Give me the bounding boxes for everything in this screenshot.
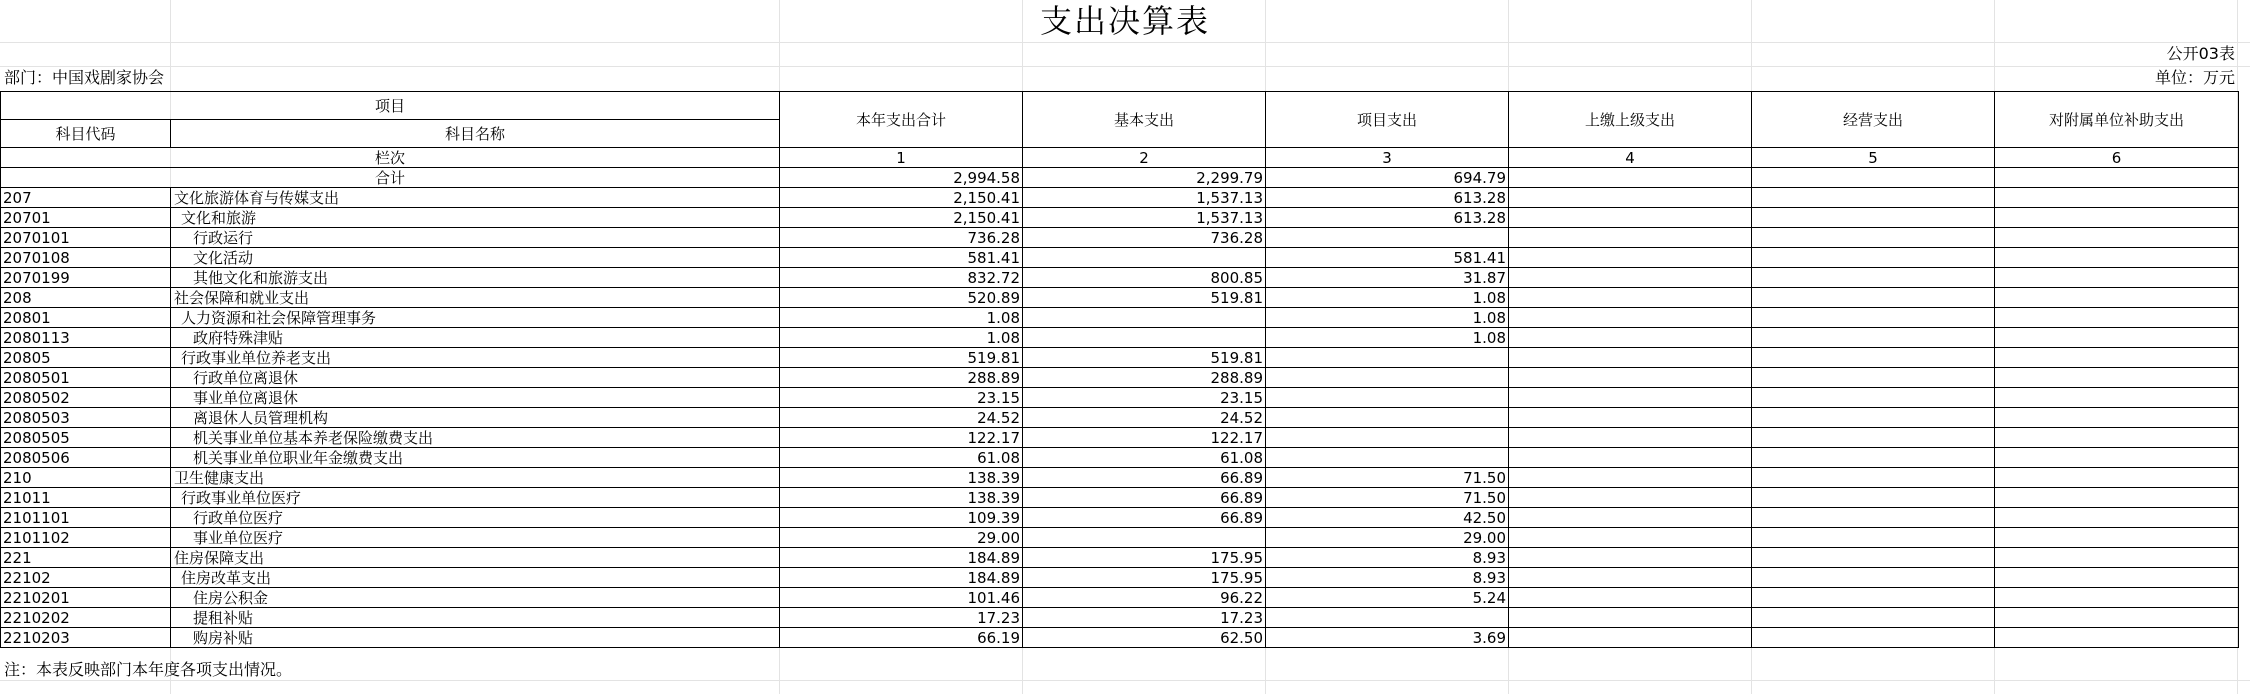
- row-project: [1266, 408, 1509, 428]
- table-row: [1, 208, 2239, 228]
- header-col-basic: 基本支出: [1023, 92, 1266, 148]
- row-code: 2080502: [1, 388, 171, 408]
- row-code: 2101102: [1, 528, 171, 548]
- row-basic: 17.23: [1023, 608, 1266, 628]
- row-business: [1752, 228, 1995, 248]
- department-label: 部门：: [4, 68, 53, 87]
- form-code: 公开03表: [2166, 44, 2235, 63]
- row-basic: 800.85: [1023, 268, 1266, 288]
- row-total: 1.08: [780, 328, 1023, 348]
- row-subsidiary: [1995, 248, 2239, 268]
- header-col-business: 经营支出: [1752, 92, 1995, 148]
- header-row: [1, 92, 2239, 120]
- table-row: [1, 508, 2239, 528]
- row-code: 20801: [1, 308, 171, 328]
- row-upper: [1509, 248, 1752, 268]
- row-subsidiary: [1995, 508, 2239, 528]
- table-row: [1, 368, 2239, 388]
- footnote: 注：本表反映部门本年度各项支出情况。: [4, 660, 293, 679]
- row-name: 文化和旅游: [171, 208, 780, 228]
- table-row: [1, 188, 2239, 208]
- row-project: 613.28: [1266, 208, 1509, 228]
- row-total: 832.72: [780, 268, 1023, 288]
- table-row: [1, 468, 2239, 488]
- row-code: 207: [1, 188, 171, 208]
- row-upper: [1509, 208, 1752, 228]
- row-code: 2101101: [1, 508, 171, 528]
- row-basic: 736.28: [1023, 228, 1266, 248]
- row-project: 8.93: [1266, 568, 1509, 588]
- row-business: [1752, 468, 1995, 488]
- row-subsidiary: [1995, 408, 2239, 428]
- row-upper: [1509, 448, 1752, 468]
- row-business: [1752, 368, 1995, 388]
- row-subsidiary: [1995, 568, 2239, 588]
- index-row: [1, 148, 2239, 168]
- row-subsidiary: [1995, 528, 2239, 548]
- table-row: [1, 608, 2239, 628]
- row-business: [1752, 408, 1995, 428]
- row-business: [1752, 528, 1995, 548]
- unit-value: 万元: [2202, 68, 2235, 87]
- table-row: [1, 588, 2239, 608]
- row-code: 2070108: [1, 248, 171, 268]
- row-upper: [1509, 308, 1752, 328]
- row-total: 520.89: [780, 288, 1023, 308]
- row-total: 581.41: [780, 248, 1023, 268]
- row-name: 事业单位离退休: [171, 388, 780, 408]
- row-name: 购房补贴: [171, 628, 780, 648]
- row-business: [1752, 448, 1995, 468]
- table-row: [1, 628, 2239, 648]
- row-code: 210: [1, 468, 171, 488]
- row-business: [1752, 388, 1995, 408]
- row-name: 行政单位医疗: [171, 508, 780, 528]
- header-item-group: 项目: [1, 92, 780, 120]
- row-basic: 519.81: [1023, 288, 1266, 308]
- row-code: 2210202: [1, 608, 171, 628]
- row-total: 2,150.41: [780, 208, 1023, 228]
- table-row: [1, 528, 2239, 548]
- row-code: 2210203: [1, 628, 171, 648]
- row-project: 5.24: [1266, 588, 1509, 608]
- row-business: [1752, 588, 1995, 608]
- gridline: [0, 42, 2250, 43]
- row-business: [1752, 208, 1995, 228]
- row-total: 519.81: [780, 348, 1023, 368]
- row-name: 行政单位离退休: [171, 368, 780, 388]
- row-subsidiary: [1995, 388, 2239, 408]
- row-name: 机关事业单位职业年金缴费支出: [171, 448, 780, 468]
- row-upper: [1509, 328, 1752, 348]
- row-basic: 61.08: [1023, 448, 1266, 468]
- table-row: [1, 568, 2239, 588]
- gridline: [0, 680, 2250, 681]
- index-cell: 5: [1752, 148, 1995, 168]
- row-code: 20805: [1, 348, 171, 368]
- row-basic: [1023, 328, 1266, 348]
- row-name: 人力资源和社会保障管理事务: [171, 308, 780, 328]
- table-row: [1, 428, 2239, 448]
- row-subsidiary: [1995, 368, 2239, 388]
- row-total: 288.89: [780, 368, 1023, 388]
- header-col-total: 本年支出合计: [780, 92, 1023, 148]
- row-upper: [1509, 608, 1752, 628]
- row-project: [1266, 608, 1509, 628]
- row-total: 122.17: [780, 428, 1023, 448]
- row-upper: [1509, 408, 1752, 428]
- row-name: 行政运行: [171, 228, 780, 248]
- table-row: [1, 548, 2239, 568]
- row-total: 184.89: [780, 568, 1023, 588]
- table-row: [1, 448, 2239, 468]
- row-upper: [1509, 288, 1752, 308]
- row-basic: 122.17: [1023, 428, 1266, 448]
- row-subsidiary: [1995, 328, 2239, 348]
- header-code-col: 科目代码: [1, 120, 171, 148]
- row-subsidiary: [1995, 228, 2239, 248]
- row-subsidiary: [1995, 608, 2239, 628]
- row-business: [1752, 608, 1995, 628]
- row-basic: 519.81: [1023, 348, 1266, 368]
- row-name: 行政事业单位养老支出: [171, 348, 780, 368]
- row-project: 42.50: [1266, 508, 1509, 528]
- row-basic: 96.22: [1023, 588, 1266, 608]
- row-subsidiary: [1995, 288, 2239, 308]
- row-name: 其他文化和旅游支出: [171, 268, 780, 288]
- table-row: [1, 248, 2239, 268]
- row-upper: [1509, 268, 1752, 288]
- unit-line: [2155, 68, 2235, 88]
- table-row: [1, 408, 2239, 428]
- row-project: 31.87: [1266, 268, 1509, 288]
- row-project: 613.28: [1266, 188, 1509, 208]
- row-business: [1752, 348, 1995, 368]
- row-name: 卫生健康支出: [171, 468, 780, 488]
- row-name: 住房保障支出: [171, 548, 780, 568]
- row-project: 71.50: [1266, 488, 1509, 508]
- table-row: [1, 268, 2239, 288]
- index-cell: 1: [780, 148, 1023, 168]
- row-business: [1752, 628, 1995, 648]
- row-basic: [1023, 248, 1266, 268]
- row-basic: [1023, 308, 1266, 328]
- row-business: [1752, 328, 1995, 348]
- row-business: [1752, 188, 1995, 208]
- table-row: [1, 328, 2239, 348]
- row-upper: [1509, 628, 1752, 648]
- row-project: 3.69: [1266, 628, 1509, 648]
- header-col-upper: 上缴上级支出: [1509, 92, 1752, 148]
- row-upper: [1509, 388, 1752, 408]
- row-name: 文化活动: [171, 248, 780, 268]
- row-code: 2080113: [1, 328, 171, 348]
- row-basic: 175.95: [1023, 568, 1266, 588]
- row-project: [1266, 368, 1509, 388]
- row-total: 23.15: [780, 388, 1023, 408]
- row-subsidiary: [1995, 308, 2239, 328]
- total-label: 合计: [1, 168, 780, 188]
- header-name-col: 科目名称: [171, 120, 780, 148]
- row-name: 文化旅游体育与传媒支出: [171, 188, 780, 208]
- row-basic: 66.89: [1023, 468, 1266, 488]
- unit-label: 单位：: [2154, 68, 2203, 87]
- table-row: [1, 288, 2239, 308]
- row-business: [1752, 568, 1995, 588]
- row-basic: 288.89: [1023, 368, 1266, 388]
- row-subsidiary: [1995, 268, 2239, 288]
- row-code: 21011: [1, 488, 171, 508]
- index-cell: 4: [1509, 148, 1752, 168]
- row-subsidiary: [1995, 628, 2239, 648]
- row-code: 2070101: [1, 228, 171, 248]
- total-row: [1, 168, 2239, 188]
- row-code: 20701: [1, 208, 171, 228]
- table-row: [1, 228, 2239, 248]
- row-code: 22102: [1, 568, 171, 588]
- row-code: 2210201: [1, 588, 171, 608]
- total-c2: 2,299.79: [1023, 168, 1266, 188]
- row-code: 2080506: [1, 448, 171, 468]
- row-name: 住房公积金: [171, 588, 780, 608]
- row-basic: 62.50: [1023, 628, 1266, 648]
- row-project: 8.93: [1266, 548, 1509, 568]
- row-total: 66.19: [780, 628, 1023, 648]
- row-business: [1752, 508, 1995, 528]
- row-name: 离退休人员管理机构: [171, 408, 780, 428]
- row-total: 1.08: [780, 308, 1023, 328]
- gridline: [0, 66, 2250, 67]
- row-upper: [1509, 488, 1752, 508]
- row-business: [1752, 268, 1995, 288]
- row-upper: [1509, 368, 1752, 388]
- row-upper: [1509, 568, 1752, 588]
- row-name: 行政事业单位医疗: [171, 488, 780, 508]
- row-upper: [1509, 508, 1752, 528]
- row-upper: [1509, 528, 1752, 548]
- row-code: 2080505: [1, 428, 171, 448]
- row-basic: 1,537.13: [1023, 208, 1266, 228]
- row-business: [1752, 308, 1995, 328]
- row-upper: [1509, 588, 1752, 608]
- row-total: 101.46: [780, 588, 1023, 608]
- row-upper: [1509, 348, 1752, 368]
- row-subsidiary: [1995, 448, 2239, 468]
- row-project: 1.08: [1266, 328, 1509, 348]
- row-basic: 66.89: [1023, 508, 1266, 528]
- row-code: 2070199: [1, 268, 171, 288]
- row-code: 2080501: [1, 368, 171, 388]
- row-subsidiary: [1995, 348, 2239, 368]
- row-name: 政府特殊津贴: [171, 328, 780, 348]
- row-total: 29.00: [780, 528, 1023, 548]
- total-c5: [1752, 168, 1995, 188]
- total-c6: [1995, 168, 2239, 188]
- row-business: [1752, 248, 1995, 268]
- row-basic: 24.52: [1023, 408, 1266, 428]
- row-total: 2,150.41: [780, 188, 1023, 208]
- row-upper: [1509, 188, 1752, 208]
- table-row: [1, 388, 2239, 408]
- row-project: [1266, 448, 1509, 468]
- row-subsidiary: [1995, 588, 2239, 608]
- row-total: 138.39: [780, 468, 1023, 488]
- department-line: [4, 68, 164, 88]
- row-project: 1.08: [1266, 308, 1509, 328]
- row-total: 138.39: [780, 488, 1023, 508]
- row-name: 住房改革支出: [171, 568, 780, 588]
- total-c3: 694.79: [1266, 168, 1509, 188]
- expenditure-table: [0, 91, 2239, 648]
- row-subsidiary: [1995, 208, 2239, 228]
- row-project: [1266, 428, 1509, 448]
- row-project: [1266, 348, 1509, 368]
- total-c1: 2,994.58: [780, 168, 1023, 188]
- row-name: 社会保障和就业支出: [171, 288, 780, 308]
- row-project: 71.50: [1266, 468, 1509, 488]
- row-upper: [1509, 428, 1752, 448]
- row-business: [1752, 288, 1995, 308]
- table-row: [1, 488, 2239, 508]
- row-basic: 23.15: [1023, 388, 1266, 408]
- department-name: 中国戏剧家协会: [52, 68, 165, 87]
- row-business: [1752, 428, 1995, 448]
- row-total: 61.08: [780, 448, 1023, 468]
- index-label: 栏次: [1, 148, 780, 168]
- row-total: 184.89: [780, 548, 1023, 568]
- table-row: [1, 308, 2239, 328]
- row-project: 29.00: [1266, 528, 1509, 548]
- row-subsidiary: [1995, 188, 2239, 208]
- row-code: 208: [1, 288, 171, 308]
- row-subsidiary: [1995, 428, 2239, 448]
- row-name: 事业单位医疗: [171, 528, 780, 548]
- row-subsidiary: [1995, 488, 2239, 508]
- row-project: [1266, 228, 1509, 248]
- index-cell: 3: [1266, 148, 1509, 168]
- row-total: 109.39: [780, 508, 1023, 528]
- row-name: 提租补贴: [171, 608, 780, 628]
- row-basic: 66.89: [1023, 488, 1266, 508]
- row-upper: [1509, 228, 1752, 248]
- page-title: 支出决算表: [1039, 2, 1210, 40]
- index-cell: 6: [1995, 148, 2239, 168]
- row-code: 2080503: [1, 408, 171, 428]
- row-basic: [1023, 528, 1266, 548]
- row-project: [1266, 388, 1509, 408]
- row-basic: 175.95: [1023, 548, 1266, 568]
- row-subsidiary: [1995, 468, 2239, 488]
- row-name: 机关事业单位基本养老保险缴费支出: [171, 428, 780, 448]
- row-total: 24.52: [780, 408, 1023, 428]
- row-basic: 1,537.13: [1023, 188, 1266, 208]
- row-upper: [1509, 548, 1752, 568]
- row-subsidiary: [1995, 548, 2239, 568]
- row-project: 1.08: [1266, 288, 1509, 308]
- row-upper: [1509, 468, 1752, 488]
- row-total: 736.28: [780, 228, 1023, 248]
- index-cell: 2: [1023, 148, 1266, 168]
- header-col-project: 项目支出: [1266, 92, 1509, 148]
- header-col-subsidiary: 对附属单位补助支出: [1995, 92, 2239, 148]
- row-business: [1752, 548, 1995, 568]
- total-c4: [1509, 168, 1752, 188]
- row-code: 221: [1, 548, 171, 568]
- row-total: 17.23: [780, 608, 1023, 628]
- row-business: [1752, 488, 1995, 508]
- row-project: 581.41: [1266, 248, 1509, 268]
- table-row: [1, 348, 2239, 368]
